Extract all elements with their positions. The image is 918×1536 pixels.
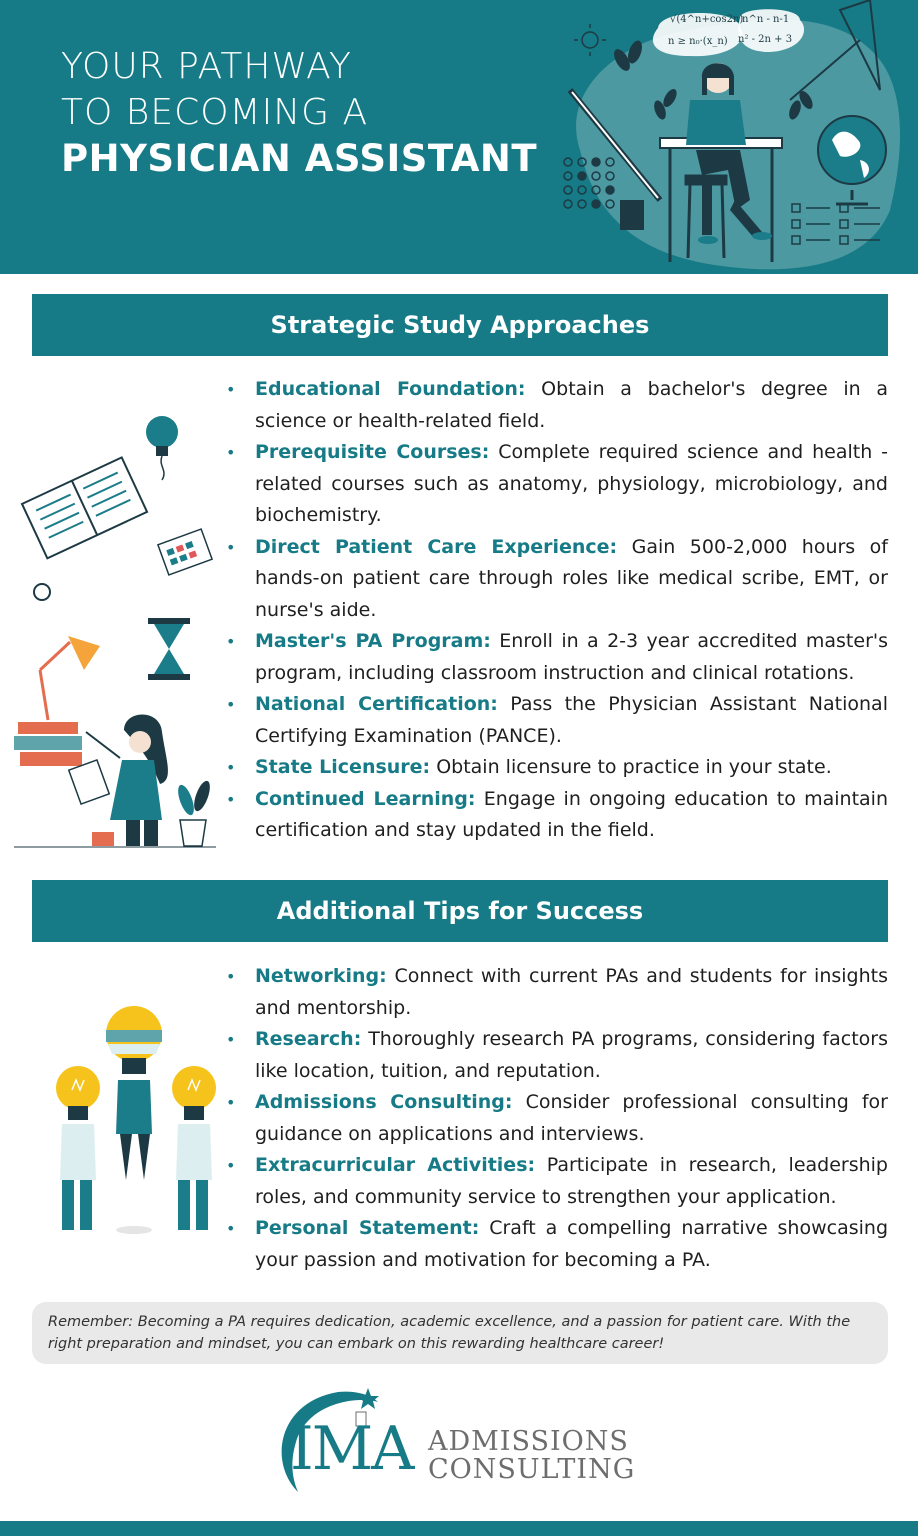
list-item: • Direct Patient Care Experience: Gain 500-2,000 hours of hands-on patient care through roles like medical scribe, EMT, or nurse's aide. xyxy=(226,535,888,621)
logo-line-2: CONSULTING xyxy=(428,1454,636,1485)
book-icon xyxy=(620,200,644,230)
list-item: • Extracurricular Activities: Participate in research, leadership roles, and community service to strengthen your application. xyxy=(226,1154,888,1208)
list-item: • National Certification: Pass the Physician Assistant National Certifying Examination (PANCE). xyxy=(226,693,888,747)
lightbulb-people-illustration xyxy=(40,1000,230,1240)
tips-list xyxy=(226,961,888,1276)
book-icon xyxy=(22,457,147,558)
list-item: • Educational Foundation: Obtain a bachelor's degree in a science or health-related field. xyxy=(226,378,888,432)
footer-bar xyxy=(0,1521,918,1536)
formula-1: √(4^n+cos2n) xyxy=(670,14,744,25)
list-item: • Continued Learning: Engage in ongoing education to maintain certification and stay updated in the field. xyxy=(226,787,888,841)
logo-mark: IMA xyxy=(290,1414,413,1484)
title-line-3: PHYSICIAN ASSISTANT xyxy=(61,137,538,180)
section-header-study: Strategic Study Approaches xyxy=(32,294,888,356)
hourglass-icon xyxy=(148,618,190,680)
remember-note: Remember: Becoming a PA requires dedication, academic excellence, and a passion for patient care. With the right preparation and mindset, you can embark on this rewarding healthcare career! xyxy=(32,1302,888,1364)
star-icon xyxy=(357,1388,379,1409)
formula-3: n ≥ n₀·(x_n) xyxy=(668,36,728,47)
logo-line-1: ADMISSIONS xyxy=(428,1426,629,1457)
sun-icon xyxy=(574,24,606,56)
list-item: • Admissions Consulting: Consider professional consulting for guidance on applications and interviews. xyxy=(226,1091,888,1145)
list-item: • Prerequisite Courses: Complete required science and health -related courses such as anatomy, physiology, microbiology, and biochemistry. xyxy=(226,441,889,526)
gear-icon xyxy=(34,584,50,600)
header-banner xyxy=(0,0,918,274)
list-item: • State Licensure: Obtain licensure to practice in your state. xyxy=(226,756,832,778)
list-item: • Networking: Connect with current PAs and students for insights and mentorship. xyxy=(226,965,888,1019)
title-line-2: TO BECOMING A xyxy=(61,92,369,133)
formula-4: n² - 2n + 3 xyxy=(738,34,793,45)
section-header-tips: Additional Tips for Success xyxy=(32,880,888,942)
lightbulb-icon xyxy=(172,1066,216,1120)
lightbulb-icon xyxy=(56,1066,100,1120)
list-item: • Personal Statement: Craft a compelling narrative showcasing your passion and motivation for becoming a PA. xyxy=(226,1217,889,1271)
list-item: • Research: Thoroughly research PA programs, considering factors like location, tuition, and reputation. xyxy=(226,1028,888,1082)
study-list xyxy=(226,374,888,847)
study-illustration xyxy=(10,380,220,850)
mug-icon xyxy=(92,832,114,846)
formula-2: n^n - n-1 xyxy=(742,14,790,25)
student-at-desk-illustration xyxy=(540,0,918,274)
desk-lamp-icon xyxy=(40,636,100,720)
lightbulb-icon xyxy=(146,416,178,480)
calendar-icon xyxy=(158,529,212,575)
woman-with-clipboard-illustration xyxy=(69,715,168,847)
books-stack-icon xyxy=(14,722,82,766)
lightbulb-icon xyxy=(106,1006,162,1074)
list-item: • Master's PA Program: Enroll in a 2-3 year accredited master's program, including classroom instruction and clinical rotations. xyxy=(226,630,888,684)
ima-logo xyxy=(268,1382,658,1506)
title-line-1: YOUR PATHWAY xyxy=(61,46,352,87)
page-title xyxy=(61,44,537,182)
plant-icon xyxy=(175,779,213,846)
